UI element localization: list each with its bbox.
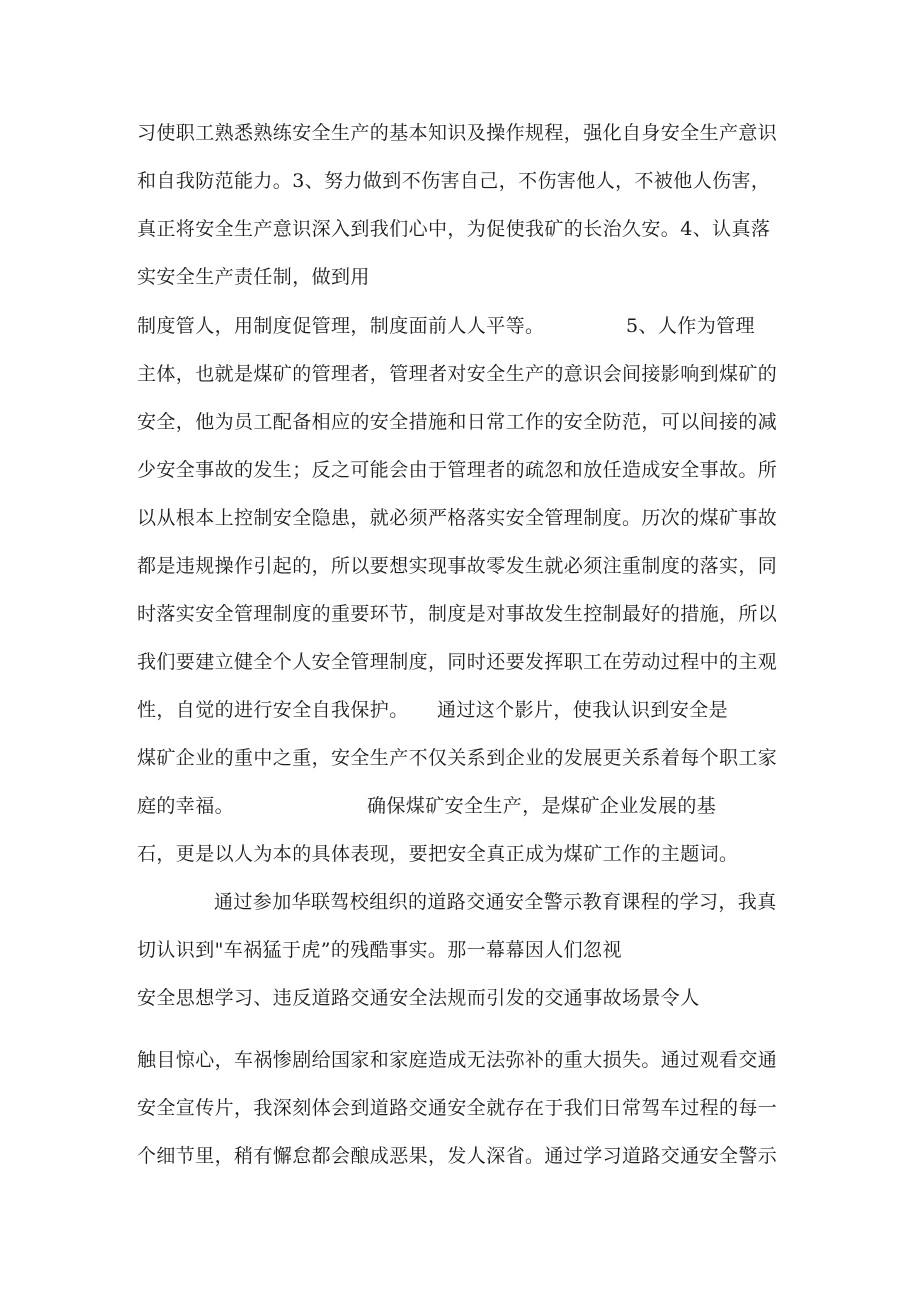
body-line: 和自我防范能力。3、努力做到不伤害自己，不伤害他人，不被他人伤害，	[137, 170, 771, 192]
body-line: 个细节里，稍有懈怠都会酿成恶果，发人深省。通过学习道路交通安全警示	[137, 1145, 778, 1167]
body-line: 实安全生产责任制，做到用	[137, 266, 370, 288]
body-line: 时落实安全管理制度的重要环节，制度是对事故发生控制最好的措施，所以	[137, 603, 778, 625]
body-line-split	[137, 314, 777, 338]
body-line-segment: 确保煤矿安全生产，是煤矿企业发展的基	[367, 795, 717, 817]
body-line: 以从根本上控制安全隐患，就必须严格落实安全管理制度。历次的煤矿事故	[137, 507, 778, 529]
body-line: 触目惊心，车祸惨剧给国家和家庭造成无法弥补的重大损失。通过观看交通	[137, 1049, 778, 1071]
body-line: 安全思想学习、违反道路交通安全法规而引发的交通事故场景令人	[137, 987, 700, 1009]
body-line: 少安全事故的发生；反之可能会由于管理者的疏忽和放任造成安全事故。所	[137, 459, 778, 481]
body-line-segment: 5、人作为管理	[626, 315, 755, 337]
body-line: 主体，也就是煤矿的管理者，管理者对安全生产的意识会间接影响到煤矿的	[137, 363, 778, 385]
body-line: 习使职工熟悉熟练安全生产的基本知识及操作规程，强化自身安全生产意识	[137, 122, 778, 144]
body-line-segment: 性，自觉的进行安全自我保护。	[137, 699, 409, 721]
body-line-segment: 制度管人，用制度促管理，制度面前人人平等。	[137, 315, 545, 337]
body-line: 都是违规操作引起的，所以要想实现事故零发生就必须注重制度的落实，同	[137, 555, 778, 577]
body-line-segment: 通过这个影片，使我认识到安全是	[437, 699, 729, 721]
body-line-split	[137, 698, 757, 722]
body-line-split	[137, 794, 757, 818]
paragraph-first-line: 通过参加华联驾校组织的道路交通安全警示教育课程的学习，我真	[214, 891, 777, 913]
body-line: 真正将安全生产意识深入到我们心中，为促使我矿的长治久安。4、认真落	[137, 218, 771, 240]
body-line: 煤矿企业的重中之重，安全生产不仅关系到企业的发展更关系着每个职工家	[137, 747, 778, 769]
body-line-segment: 庭的幸福。	[137, 795, 235, 817]
body-line: 安全，他为员工配备相应的安全措施和日常工作的安全防范，可以间接的减	[137, 411, 778, 433]
body-line: 安全宣传片，我深刻体会到道路交通安全就存在于我们日常驾车过程的每一	[137, 1097, 778, 1119]
body-line: 我们要建立健全个人安全管理制度，同时还要发挥职工在劳动过程中的主观	[137, 651, 778, 673]
body-line: 石，更是以人为本的具体表现，要把安全真正成为煤矿工作的主题词。	[137, 843, 739, 865]
body-line: 切认识到"车祸猛于虎”的残酷事实。那一幕幕因人们忽视	[137, 939, 622, 961]
